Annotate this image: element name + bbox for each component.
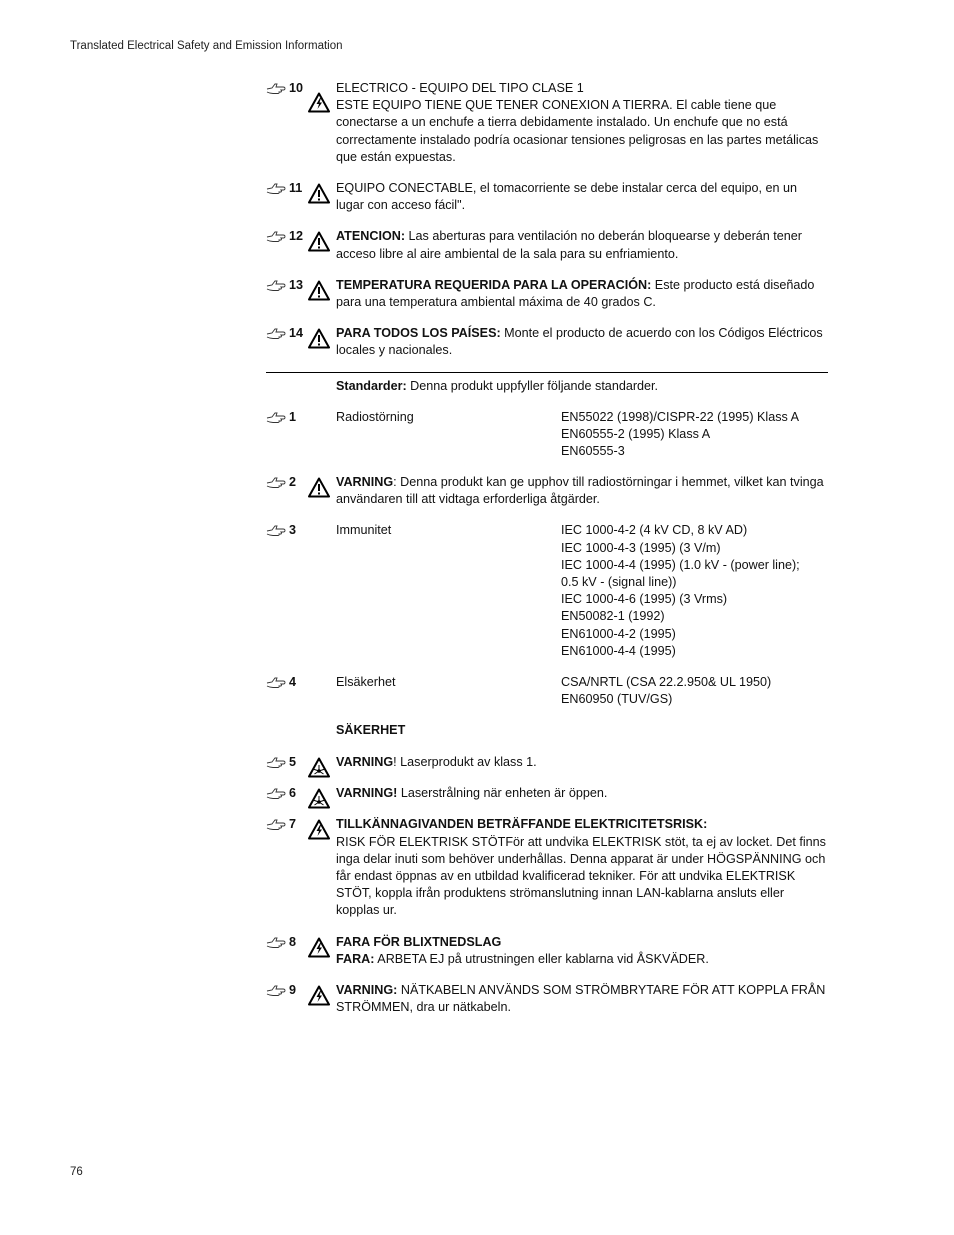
- safety-item-11: [266, 180, 828, 214]
- safety-item-14: [266, 325, 828, 359]
- safety-item-7: [266, 816, 828, 919]
- pointing-hand-icon: [266, 182, 286, 195]
- pointing-hand-icon: [266, 818, 286, 831]
- electric-hazard-icon: [308, 819, 330, 840]
- content: [266, 80, 828, 1017]
- standard-item-3: [266, 522, 828, 659]
- item-number: 6: [289, 786, 297, 801]
- page-header: Translated Electrical Safety and Emission Information: [70, 40, 343, 52]
- item-text: PARA TODOS LOS PAÍSES: Monte el producto de acuerdo con los Códigos Eléctricos locales y nacionales.: [336, 326, 823, 358]
- item-number: 9: [289, 983, 297, 998]
- item-number: 2: [289, 475, 297, 490]
- warning-exclamation-icon: [308, 231, 330, 252]
- section-divider: [266, 372, 828, 373]
- item-number: 7: [289, 817, 297, 832]
- standard-label: Radiostörning: [336, 409, 414, 424]
- warning-exclamation-icon: [308, 183, 330, 204]
- safety-item-8: [266, 934, 828, 968]
- standard-label: Immunitet: [336, 523, 392, 538]
- safety-item-5: [266, 754, 828, 771]
- laser-warning-icon: [308, 788, 330, 809]
- pointing-hand-icon: [266, 82, 286, 95]
- pointing-hand-icon: [266, 230, 286, 243]
- safety-item-6: [266, 785, 828, 802]
- page-number: 76: [70, 1166, 83, 1178]
- item-text: TILLKÄNNAGIVANDEN BETRÄFFANDE ELEKTRICITETSRISK: RISK FÖR ELEKTRISK STÖTFör att undvika ELEKTRISK stöt, ta ej av locket. Det finns inga delar inuti som behöver underhållas. Denna apparat är under HÖGSPÄNNING och får endast öppnas av en utbildad kvalificerad tekniker. För att undvika ELEKTRISK STÖT, koppla ifrån produktens strömanslutning innan LAN-kablarna ansluts eller kopplas ur.: [336, 817, 826, 918]
- standard-values: IEC 1000-4-2 (4 kV CD, 8 kV AD) IEC 1000-4-3 (1995) (3 V/m) IEC 1000-4-4 (1995) (1.0 kV - (power line); 0.5 kV - (signal line)) IEC 1000-4-6 (1995) (3 Vrms) EN50082-1 (1992) EN61000-4-2 (1995) EN61000-4-4 (1995): [561, 523, 800, 658]
- item-number: 1: [289, 409, 297, 424]
- pointing-hand-icon: [266, 676, 286, 689]
- item-text: TEMPERATURA REQUERIDA PARA LA OPERACIÓN: Este producto está diseñado para una temperatura ambiental máxima de 40 grados C.: [336, 277, 815, 310]
- item-number: 13: [289, 277, 304, 292]
- safety-item-2: [266, 474, 828, 508]
- item-text: EQUIPO CONECTABLE, el tomacorriente se debe instalar cerca del equipo, en un lugar con acceso fácil".: [336, 181, 798, 213]
- standard-item-1: [266, 409, 828, 460]
- pointing-hand-icon: [266, 279, 286, 292]
- safety-item-13: [266, 277, 828, 311]
- pointing-hand-icon: [266, 524, 286, 537]
- laser-warning-icon: [308, 757, 330, 778]
- item-number: 4: [289, 674, 297, 689]
- warning-exclamation-icon: [308, 328, 330, 349]
- safety-item-9: [266, 982, 828, 1016]
- pointing-hand-icon: [266, 476, 286, 489]
- pointing-hand-icon: [266, 756, 286, 769]
- pointing-hand-icon: [266, 327, 286, 340]
- item-number: 3: [289, 523, 297, 538]
- standard-values: CSA/NRTL (CSA 22.2.950& UL 1950) EN60950 (TUV/GS): [561, 674, 772, 706]
- standard-values: EN55022 (1998)/CISPR-22 (1995) Klass A EN60555-2 (1995) Klass A EN60555-3: [561, 409, 800, 459]
- standard-label: Elsäkerhet: [336, 674, 396, 689]
- standard-item-4: [266, 674, 828, 708]
- item-text: ELECTRICO - EQUIPO DEL TIPO CLASE 1 ESTE EQUIPO TIENE QUE TENER CONEXION A TIERRA. El cable tiene que conectarse a un enchufe a tierra debidamente instalado. Un enchufe que no está correctamente instalado podría ocasionar tensiones peligrosas en las partes metálicas que están expuestas.: [336, 81, 819, 164]
- item-number: 14: [289, 326, 304, 341]
- electric-hazard-icon: [308, 985, 330, 1006]
- item-number: 5: [289, 755, 297, 770]
- standards-intro: Standarder: Denna produkt uppfyller följande standarder.: [336, 378, 659, 393]
- item-text: VARNING: Denna produkt kan ge upphov till radiostörningar i hemmet, vilket kan tvinga användaren till att vidtaga erforderliga åtgärder.: [336, 475, 824, 507]
- section-heading-sakerhet: SÄKERHET: [336, 722, 406, 737]
- electric-hazard-icon: [308, 937, 330, 958]
- item-number: 11: [289, 181, 303, 196]
- item-number: 12: [289, 229, 304, 244]
- item-text: VARNING! Laserprodukt av klass 1.: [336, 755, 537, 770]
- item-text: FARA FÖR BLIXTNEDSLAG FARA: ARBETA EJ på utrustningen eller kablarna vid ÅSKVÄDER.: [336, 934, 709, 966]
- item-text: ATENCION: Las aberturas para ventilación no deberán bloquearse y deberán tener acceso libre al aire ambiental de la sala para su enfriamiento.: [336, 229, 803, 261]
- pointing-hand-icon: [266, 411, 286, 424]
- safety-item-10: [266, 80, 828, 166]
- item-number: 8: [289, 934, 297, 949]
- item-text: VARNING: NÄTKABELN ANVÄNDS SOM STRÖMBRYTARE FÖR ATT KOPPLA FRÅN STRÖMMEN, dra ur nätkabeln.: [336, 983, 826, 1015]
- pointing-hand-icon: [266, 936, 286, 949]
- item-text: VARNING! Laserstrålning när enheten är öppen.: [336, 786, 608, 801]
- pointing-hand-icon: [266, 984, 286, 997]
- safety-item-12: [266, 228, 828, 262]
- pointing-hand-icon: [266, 787, 286, 800]
- electric-hazard-icon: [308, 92, 330, 113]
- warning-exclamation-icon: [308, 280, 330, 301]
- warning-exclamation-icon: [308, 477, 330, 498]
- item-number: 10: [289, 81, 304, 95]
